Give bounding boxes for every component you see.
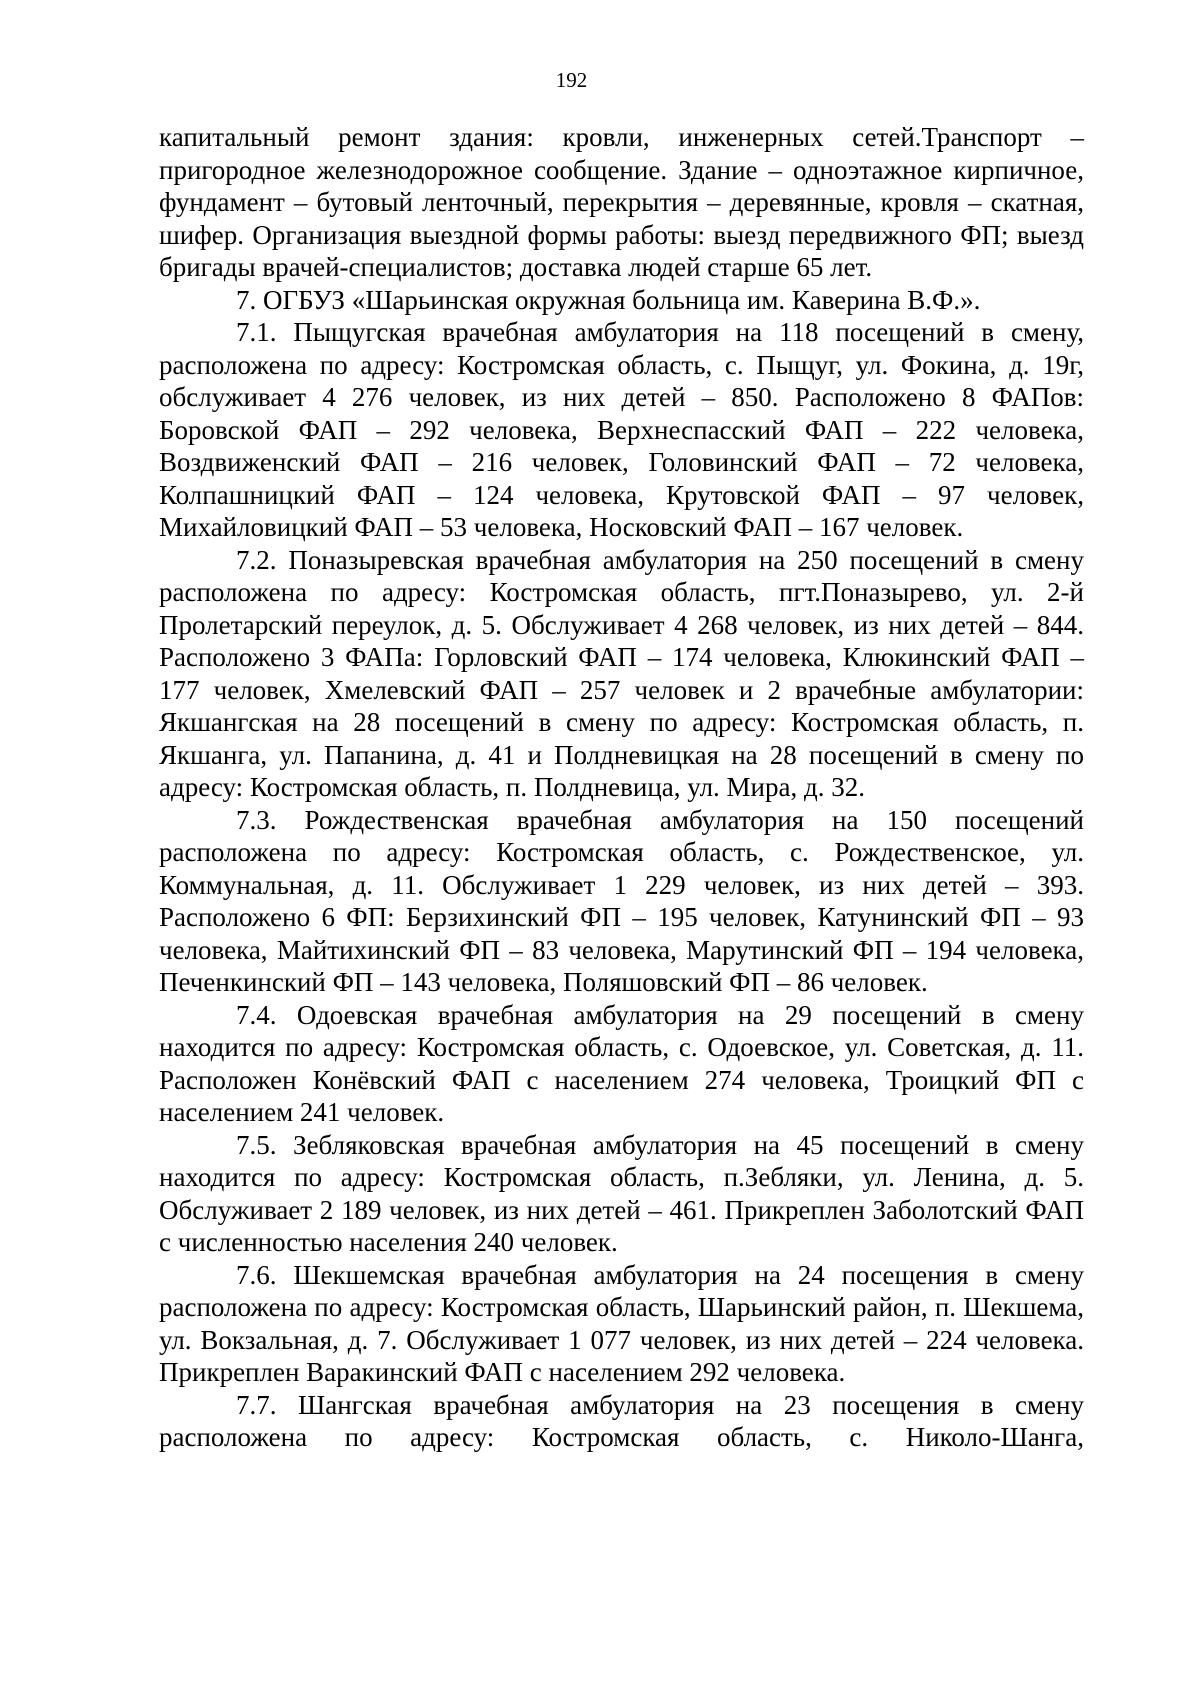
paragraph-7-6: 7.6. Шекшемская врачебная амбулатория на 24 посещения в смену расположена по адресу: Костромская область, Шарьинский район, п. Шекшема, ул. Вокзальная, д. 7. Обслуживает 1 077 человек, из них детей – 224 человека. Прикреплен Варакинский ФАП с населением 292 человека. bbox=[159, 1259, 1084, 1387]
body-text bbox=[159, 121, 1084, 1454]
paragraph-continuation: капитальный ремонт здания: кровли, инженерных сетей.Транспорт – пригородное железнодорожное сообщение. Здание – одноэтажное кирпичное, фундамент – бутовый ленточный, перекрытия – деревянные, кровля – скатная, шифер. Организация выездной формы работы: выезд передвижного ФП; выезд бригады врачей-специалистов; доставка людей старше 65 лет. bbox=[159, 122, 1084, 282]
paragraph-7-7: 7.7. Шангская врачебная амбулатория на 23 посещения в смену расположена по адресу: Костромская область, с. Николо-Шанга, bbox=[159, 1389, 1084, 1452]
section-heading-7: 7. ОГБУЗ «Шарьинская окружная больница им. Каверина В.Ф.». bbox=[236, 284, 981, 315]
paragraph-7-4: 7.4. Одоевская врачебная амбулатория на 29 посещений в смену находится по адресу: Костромская область, с. Одоевское, ул. Советская, д. 11. Расположен Конёвский ФАП с населением 274 человека, Троицкий ФП с населением 241 человек. bbox=[159, 999, 1084, 1127]
paragraph-7-1: 7.1. Пыщугская врачебная амбулатория на 118 посещений в смену, расположена по адресу: Костромская область, с. Пыщуг, ул. Фокина, д. 19г, обслуживает 4 276 человек, из них детей – 850. Расположено 8 ФАПов: Боровской ФАП – 292 человека, Верхнеспасский ФАП – 222 человека, Воздвиженский ФАП – 216 человек, Головинский ФАП – 72 человека, Колпашницкий ФАП – 124 человека, Крутовской ФАП – 97 человек, Михайловицкий ФАП – 53 человека, Носковский ФАП – 167 человек. bbox=[159, 317, 1084, 542]
paragraph-7-5: 7.5. Зебляковская врачебная амбулатория на 45 посещений в смену находится по адресу: Костромская область, п.Зебляки, ул. Ленина, д. 5. Обслуживает 2 189 человек, из них детей – 461. Прикреплен Заболотский ФАП с численностью населения 240 человек. bbox=[159, 1129, 1084, 1257]
paragraph-7-3: 7.3. Рождественская врачебная амбулатория на 150 посещений расположена по адресу: Костромская область, с. Рождественское, ул. Коммунальная, д. 11. Обслуживает 1 229 человек, из них детей – 393. Расположено 6 ФП: Берзихинский ФП – 195 человек, Катунинский ФП – 93 человека, Майтихинский ФП – 83 человека, Марутинский ФП – 194 человека, Печенкинский ФП – 143 человека, Поляшовский ФП – 86 человек. bbox=[159, 804, 1084, 997]
paragraph-7-2: 7.2. Поназыревская врачебная амбулатория на 250 посещений в смену расположена по адресу: Костромская область, пгт.Поназырево, ул. 2-й Пролетарский переулок, д. 5. Обслуживает 4 268 человек, из них детей – 844. Расположено 3 ФАПа: Горловский ФАП – 174 человека, Клюкинский ФАП – 177 человек, Хмелевский ФАП – 257 человек и 2 врачебные амбулатории: Якшангская на 28 посещений в смену по адресу: Костромская область, п. Якшанга, ул. Папанина, д. 41 и Полдневицкая на 28 посещений в смену по адресу: Костромская область, п. Полдневица, ул. Мира, д. 32. bbox=[159, 544, 1084, 802]
page-number: 192 bbox=[555, 68, 588, 92]
